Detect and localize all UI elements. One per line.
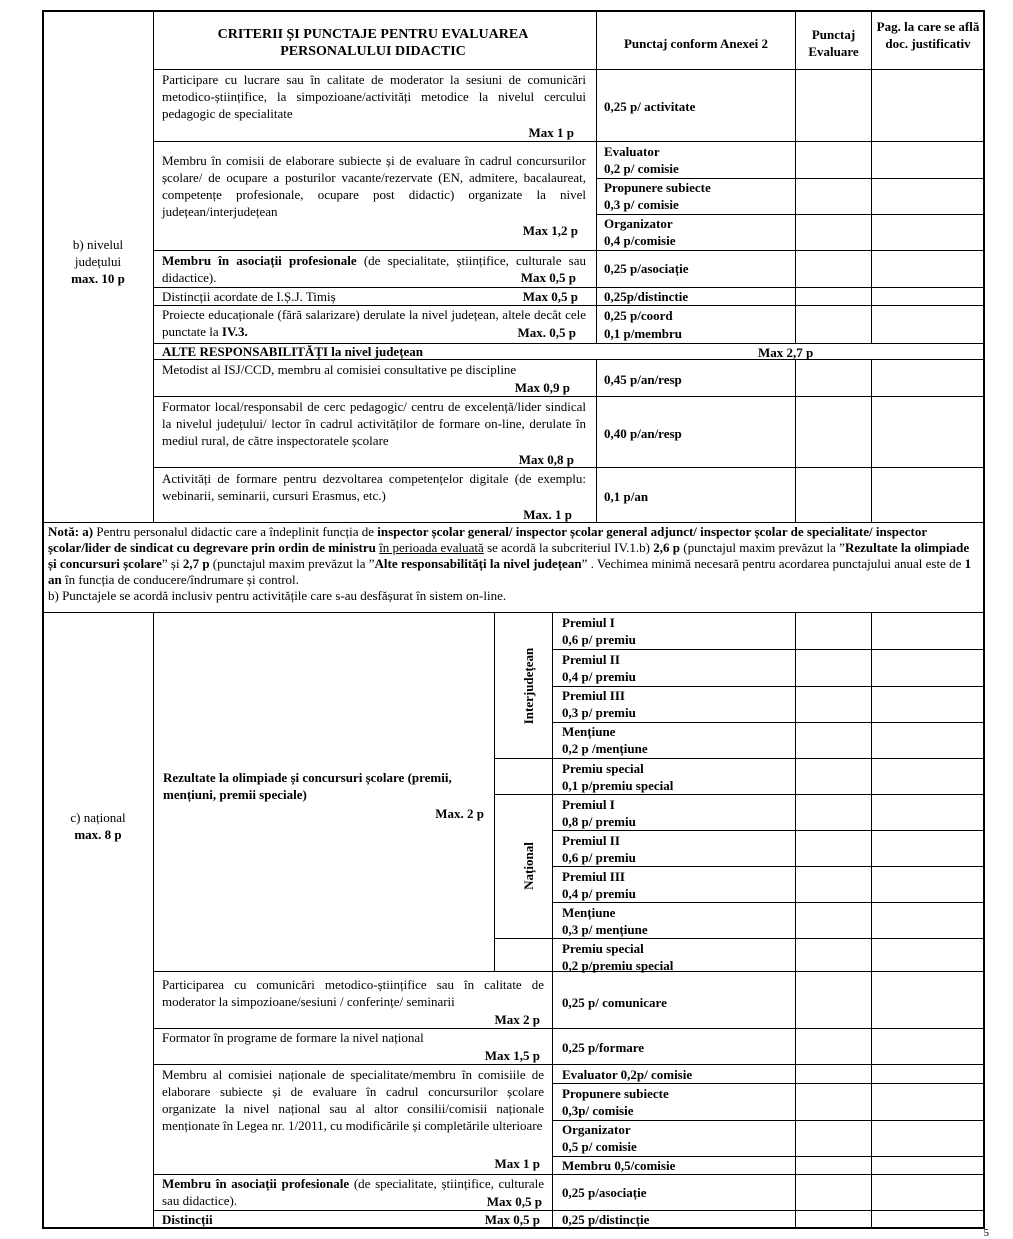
note-period: în perioada evaluată xyxy=(379,540,484,555)
note-part: (punctajul maxim prevăzut la ” xyxy=(212,556,375,571)
note-part: ” și xyxy=(161,556,180,571)
section-b-label xyxy=(44,236,152,287)
c-row3-a: Evaluator 0,2p/ comisie xyxy=(562,1067,693,1082)
prize-points: 0,3 p/ mențiune xyxy=(562,922,648,937)
c-row3-max: Max 1 p xyxy=(494,1156,540,1171)
prize-name: Mențiune xyxy=(562,905,616,920)
c-row1-pts: 0,25 p/ comunicare xyxy=(562,995,667,1010)
grid-line xyxy=(552,830,984,831)
grid-line xyxy=(153,141,984,142)
c-row5-text: Distincții xyxy=(162,1212,213,1227)
prize-name: Premiu special xyxy=(562,761,644,776)
b-row1-max: Max 1 p xyxy=(528,125,574,140)
b-row7-pts: 0,40 p/an/resp xyxy=(604,426,682,441)
b-row4-pts: 0,25p/distinctie xyxy=(604,289,689,304)
grid-line xyxy=(153,12,154,522)
note-value-27: 2,7 p xyxy=(182,556,210,571)
note-functions: inspector școlar general/ inspector școlar general adjunct/ inspector școlar de specialitate/ inspector școlar/lider de sindicat cu degrevare prin ordin de ministru xyxy=(48,524,927,555)
prize-name: Premiul I xyxy=(562,615,615,630)
c-row3-text: Membru al comisiei naționale de specialitate/membru în comisiile de elaborare subiecte și de evaluare în cadrul concursurilor școlare organizate la nivel național sau al altor consilii/comisii naționale menționate în Legea nr. 1/2011, cu modificările și completările ulterioare xyxy=(162,1067,544,1133)
prize-name: Premiu special xyxy=(562,941,644,956)
b-row2-c2: 0,4 p/comisie xyxy=(604,233,676,248)
note-lead: Notă: a) xyxy=(48,524,94,539)
page-number: 5 xyxy=(983,1227,989,1239)
grid-line xyxy=(795,612,796,1229)
c-row2-pts: 0,25 p/formare xyxy=(562,1040,645,1055)
section-c-max: max. 8 p xyxy=(74,827,122,842)
grid-line xyxy=(596,359,597,522)
section-b-line2: județului xyxy=(74,254,122,269)
section-b-max: max. 10 p xyxy=(71,271,125,286)
b-row2-c1: Organizator xyxy=(604,216,673,231)
b-alte-max: Max 2,7 p xyxy=(758,345,814,360)
national-label: Național xyxy=(521,842,536,890)
c-row5-max: Max 0,5 p xyxy=(484,1212,540,1227)
c-row4-bold: Membru în asociații profesionale xyxy=(162,1176,350,1191)
c-row1-max: Max 2 p xyxy=(494,1012,540,1027)
b-row6-max: Max 0,9 p xyxy=(514,380,570,395)
grid-line xyxy=(153,612,154,1229)
c-row4-max: Max 0,5 p xyxy=(486,1194,542,1209)
grid-line xyxy=(552,902,984,903)
prize-points: 0,6 p/ premiu xyxy=(562,632,636,647)
b-row4-max: Max 0,5 p xyxy=(522,289,578,304)
grid-line xyxy=(552,649,984,650)
b-row2-a1: Evaluator xyxy=(604,144,660,159)
note-part: Pentru personalul didactic care a îndeplinit funcția de xyxy=(96,524,374,539)
grid-line xyxy=(494,612,495,971)
note-block xyxy=(48,524,978,604)
note-b: b) Punctajele se acordă inclusiv pentru activitățile care s-au desfășurat în sistem on-line. xyxy=(48,588,507,603)
grid-line xyxy=(871,612,872,1229)
grid-line xyxy=(494,758,984,759)
b-row5-max: Max. 0,5 p xyxy=(517,325,576,340)
c-row3-d: Membru 0,5/comisie xyxy=(562,1158,676,1173)
b-row2-text: Membru în comisii de elaborare subiecte și de evaluare în cadrul concursurilor școlare/ de ocupare a posturilor vacante/rezervate (EN, admitere, bacalaureat, competențe profesionale, ocupare post didactic) organizate la nivel județean/interjudețean xyxy=(162,153,586,219)
note-part: în funcția de conducere/îndrumare și control. xyxy=(64,572,299,587)
b-row5-pts2: 0,1 p/membru xyxy=(604,326,682,341)
grid-line xyxy=(494,938,984,939)
grid-line xyxy=(552,722,984,723)
b-row3-pts: 0,25 p/asociație xyxy=(604,261,689,276)
prize-name: Premiul III xyxy=(562,869,625,884)
c-row5-pts: 0,25 p/distincție xyxy=(562,1212,650,1227)
prize-points: 0,6 p/ premiu xyxy=(562,850,636,865)
b-row4-text: Distincții acordate de I.Ș.J. Timiș xyxy=(162,289,336,304)
b-row6-text: Metodist al ISJ/CCD, membru al comisiei consultative pe discipline xyxy=(162,362,517,377)
section-c-label xyxy=(44,809,152,843)
olimp-text: Rezultate la olimpiade și concursuri școlare (premii, mențiuni, premii speciale) xyxy=(163,770,452,802)
b-row5-main: Proiecte educaționale (fără salarizare) derulate la nivel județean, altele decât cele punctate la xyxy=(162,307,586,339)
b-alte-title: ALTE RESPONSABILITĂȚI la nivel județean xyxy=(162,344,424,359)
header-punctaj-evaluare: Punctaj Evaluare xyxy=(808,27,859,59)
grid-line xyxy=(42,612,985,613)
c-row3-c2: 0,5 p/ comisie xyxy=(562,1139,637,1154)
grid-line xyxy=(153,69,984,70)
grid-line xyxy=(153,1064,984,1065)
b-row3-rest: (de specialitate, științifice, culturale sau didactice). xyxy=(162,253,586,285)
grid-line xyxy=(552,866,984,867)
grid-line xyxy=(795,359,796,522)
b-row2-b1: Propunere subiecte xyxy=(604,180,711,195)
grid-line xyxy=(552,1083,984,1084)
prize-name: Premiul II xyxy=(562,833,620,848)
prize-name: Premiul II xyxy=(562,652,620,667)
grid-line xyxy=(153,250,984,251)
c-row2-max: Max 1,5 p xyxy=(484,1048,540,1063)
prize-points: 0,4 p/ premiu xyxy=(562,669,636,684)
prize-points: 0,4 p/ premiu xyxy=(562,886,636,901)
b-row5-ref: IV.3. xyxy=(221,324,248,339)
c-row3-c1: Organizator xyxy=(562,1122,631,1137)
grid-line xyxy=(552,612,553,1229)
prize-name: Mențiune xyxy=(562,724,616,739)
b-row7-text: Formator local/responsabil de cerc pedagogic/ centru de excelență/lider sindical la nivelul județului/ lector în cadrul activităților de formare on-line, derulate în mediul rural, de către inspectoratele școlare xyxy=(162,399,586,448)
grid-line xyxy=(494,794,984,795)
c-row1-text: Participarea cu comunicări metodico-științifice sau în calitate de moderator la simpozioane/sesiuni / conferințe/ seminarii xyxy=(162,977,544,1009)
note-vechime: 1 an xyxy=(48,556,972,587)
prize-points: 0,2 p /mențiune xyxy=(562,741,648,756)
prize-name: Premiul III xyxy=(562,688,625,703)
grid-line xyxy=(871,359,872,522)
section-c-line1: c) național xyxy=(70,810,126,825)
b-row2-b2: 0,3 p/ comisie xyxy=(604,197,679,212)
b-row1-pts: 0,25 p/ activitate xyxy=(604,99,696,114)
interjud-label: Interjudețean xyxy=(521,647,536,725)
header-pag-doc: Pag. la care se află doc. justificativ xyxy=(876,19,980,51)
note-part: ” . Vechimea minimă necesară pentru acordarea punctajului anual este de xyxy=(581,556,962,571)
b-row6-pts: 0,45 p/an/resp xyxy=(604,372,682,387)
c-row3-b1: Propunere subiecte xyxy=(562,1086,669,1101)
c-row3-b2: 0,3p/ comisie xyxy=(562,1103,634,1118)
prize-points: 0,8 p/ premiu xyxy=(562,814,636,829)
note-part: (punctajul maxim prevăzut la ” xyxy=(683,540,845,555)
prize-points: 0,2 p/premiu special xyxy=(562,958,674,973)
header-punctaj-anexa: Punctaj conform Anexei 2 xyxy=(623,36,769,51)
b-row8-max: Max. 1 p xyxy=(523,507,572,522)
note-olimp: Rezultate la olimpiade și concursuri școlare xyxy=(48,540,970,571)
prize-points: 0,1 p/premiu special xyxy=(562,778,674,793)
b-row7-max: Max 0,8 p xyxy=(518,452,574,467)
prize-name: Premiul I xyxy=(562,797,615,812)
grid-line xyxy=(153,396,984,397)
b-row2-max: Max 1,2 p xyxy=(522,223,578,238)
b-row3-max: Max 0,5 p xyxy=(520,270,576,285)
b-row3-bold: Membru în asociații profesionale xyxy=(162,253,357,268)
b-row2-a2: 0,2 p/ comisie xyxy=(604,161,679,176)
note-alte: Alte responsabilități la nivel județean xyxy=(374,556,582,571)
c-row4-rest: (de specialitate, științifice, culturale sau didactice). xyxy=(162,1176,544,1208)
section-b-line1: b) nivelul xyxy=(72,237,124,252)
c-row2-text: Formator în programe de formare la nivel național xyxy=(162,1030,424,1045)
prize-points: 0,3 p/ premiu xyxy=(562,705,636,720)
b-row8-pts: 0,1 p/an xyxy=(604,489,649,504)
olimp-max: Max. 2 p xyxy=(435,806,484,821)
b-row8-text: Activități de formare pentru dezvoltarea competențelor digitale (de exemplu: webinarii, seminarii, cursuri Erasmus, etc.) xyxy=(162,471,586,503)
note-value-26: 2,6 p xyxy=(653,540,680,555)
note-part: se acordă la subcriteriul IV.1.b) xyxy=(487,540,650,555)
b-row1-text: Participare cu lucrare sau în calitate de moderator la sesiuni de comunicări metodico-științifice, la simpozioane/activități metodice la nivelul cercului pedagogic de specialitate xyxy=(162,72,586,121)
c-row4-pts: 0,25 p/asociație xyxy=(562,1185,647,1200)
header-criterii: CRITERII ȘI PUNCTAJE PENTRU EVALUAREA PERSONALULUI DIDACTIC xyxy=(217,27,529,59)
b-row5-pts1: 0,25 p/coord xyxy=(604,308,673,323)
